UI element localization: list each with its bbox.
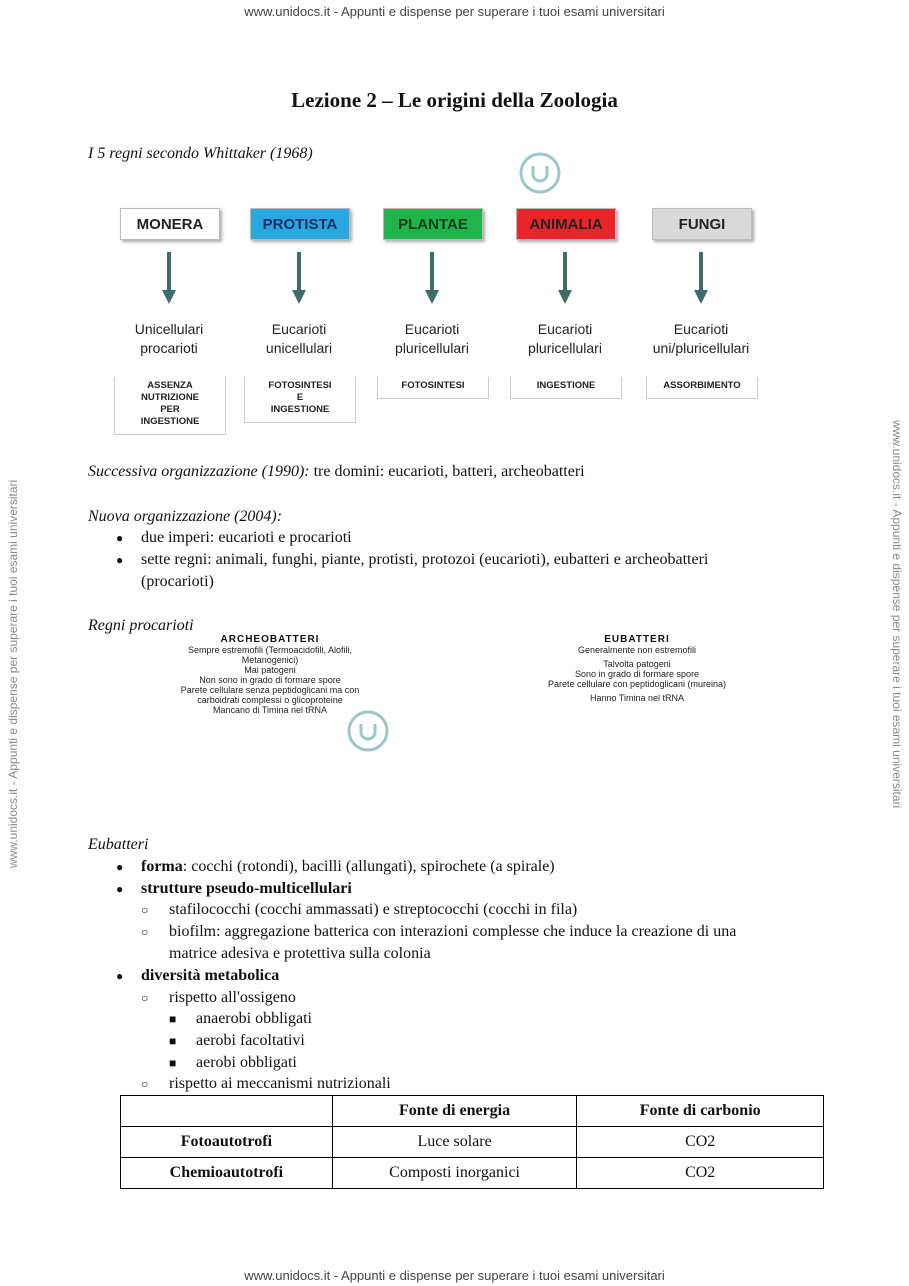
nutrition-line: PER: [160, 404, 180, 415]
nutrition-line: ASSENZA: [147, 380, 193, 391]
kingdom-desc-line: pluricellulari: [528, 340, 602, 356]
kingdom-desc-line: Eucarioti: [271, 321, 327, 337]
kingdom-desc-line: Eucarioti: [404, 321, 460, 337]
list-item: aerobi obbligati: [196, 1054, 297, 1071]
square-bullet-icon: ■: [169, 1034, 177, 1048]
list-item: strutture pseudo-multicellulari: [141, 880, 352, 897]
nutrition-line: E: [296, 392, 304, 403]
list-item: stafilococchi (cocchi ammassati) e streptococchi (cocchi in fila): [169, 901, 578, 918]
down-arrow-icon: [292, 252, 306, 304]
archeobacteria-block: [95, 634, 445, 715]
comparison-line: Sono in grado di formare spore: [574, 669, 700, 679]
kingdom-box: PROTISTA: [250, 208, 350, 240]
bullet-icon: ●: [116, 531, 124, 545]
down-arrow-icon: [558, 252, 572, 304]
kingdom-desc-line: Unicellulari: [134, 321, 204, 337]
bullet-icon: ●: [116, 553, 124, 567]
forma-text: : cocchi (rotondi), bacilli (allungati), spirochete (a spirale): [182, 858, 555, 875]
nutrition-line: NUTRIZIONE: [140, 392, 200, 403]
down-arrow-icon: [694, 252, 708, 304]
table-row: [121, 1158, 824, 1189]
circle-bullet-icon: ○: [141, 1077, 149, 1091]
comparison-line: Non sono in grado di formare spore: [199, 675, 341, 685]
successive-text: tre domini: eucarioti, batteri, archeobatteri: [309, 463, 585, 480]
kingdom-description: [490, 320, 640, 358]
nutrition-box: [244, 377, 356, 423]
comparison-line: Mai patogeni: [244, 665, 296, 675]
kingdom-desc-line: pluricellulari: [395, 340, 469, 356]
nutrition-line: FOTOSINTESI: [401, 380, 465, 391]
kingdom-box: ANIMALIA: [516, 208, 616, 240]
kingdom-desc-line: Eucarioti: [537, 321, 593, 337]
table-header-row: [121, 1096, 824, 1127]
down-arrow-icon: [425, 252, 439, 304]
nutrition-box: [377, 377, 489, 399]
comparison-line: Generalmente non estremofili: [577, 645, 697, 655]
page-title: Lezione 2 – Le origini della Zoologia: [291, 88, 618, 112]
nutrition-line: INGESTIONE: [536, 380, 596, 391]
list-item: biofilm: aggregazione batterica con interazioni complesse che induce la creazione di una: [169, 923, 737, 940]
successive-label: Successiva organizzazione (1990):: [88, 463, 310, 480]
successive-organization: [88, 461, 585, 483]
nutrition-box: [114, 377, 226, 435]
comparison-line: carboidrati complessi o glicoproteine: [197, 695, 343, 705]
eubacteria-heading: EUBATTERI: [604, 634, 670, 645]
table-cell: Fotoautotrofi: [121, 1127, 333, 1158]
forma-term: forma: [141, 858, 183, 875]
circle-bullet-icon: ○: [141, 925, 149, 939]
nutrition-table: [120, 1095, 824, 1189]
nutrition-line: ASSORBIMENTO: [663, 380, 741, 391]
kingdom-desc-line: unicellulari: [265, 340, 333, 356]
table-cell: Luce solare: [332, 1127, 577, 1158]
table-cell: CO2: [577, 1127, 824, 1158]
comparison-line: Hanno Timina nel tRNA: [589, 693, 685, 703]
kingdom-desc-line: uni/pluricellulari: [652, 340, 750, 356]
list-item: rispetto ai meccanismi nutrizionali: [169, 1075, 391, 1092]
square-bullet-icon: ■: [169, 1056, 177, 1070]
list-item: sette regni: animali, funghi, piante, protisti, protozoi (eucarioti), eubatteri e archeobatteri: [141, 551, 709, 568]
bullet-icon: ●: [116, 860, 124, 874]
comparison-line: Metanogenici): [241, 655, 299, 665]
nutrition-box: [646, 377, 758, 399]
table-row: [121, 1127, 824, 1158]
list-item: due imperi: eucarioti e procarioti: [141, 529, 352, 546]
bullet-icon: ●: [116, 969, 124, 983]
kingdom-desc-line: Eucarioti: [673, 321, 729, 337]
nutrition-line: INGESTIONE: [270, 404, 330, 415]
nutrition-line: INGESTIONE: [140, 416, 200, 427]
comparison-line: Parete cellulare con peptidoglicani (mureina): [547, 679, 727, 689]
kingdom-description: [94, 320, 244, 358]
list-item: rispetto all'ossigeno: [169, 989, 296, 1006]
list-item: [141, 856, 555, 878]
list-item: anaerobi obbligati: [196, 1010, 312, 1027]
list-item: diversità metabolica: [141, 967, 280, 984]
down-arrow-icon: [162, 252, 176, 304]
list-item-continuation: (procarioti): [141, 573, 214, 590]
list-item-continuation: matrice adesiva e protettiva sulla colonia: [169, 945, 431, 962]
comparison-line: Talvolta patogeni: [603, 659, 671, 669]
whittaker-heading: I 5 regni secondo Whittaker (1968): [88, 145, 313, 162]
kingdom-description: [357, 320, 507, 358]
kingdom-description: [224, 320, 374, 358]
circle-bullet-icon: ○: [141, 991, 149, 1005]
table-cell: CO2: [577, 1158, 824, 1189]
eubacteria-label: Eubatteri: [88, 836, 149, 853]
table-cell: Composti inorganici: [332, 1158, 577, 1189]
nutrition-line: FOTOSINTESI: [268, 380, 332, 391]
kingdom-box: PLANTAE: [383, 208, 483, 240]
table-cell: Chemioautotrofi: [121, 1158, 333, 1189]
watermark-top: www.unidocs.it - Appunti e dispense per superare i tuoi esami universitari: [244, 4, 665, 19]
watermark-bottom: www.unidocs.it - Appunti e dispense per superare i tuoi esami universitari: [244, 1268, 665, 1283]
kingdom-box: MONERA: [120, 208, 220, 240]
kingdom-desc-line: procarioti: [140, 340, 198, 356]
comparison-line: Mancano di Timina nel tRNA: [212, 705, 328, 715]
square-bullet-icon: ■: [169, 1012, 177, 1026]
watermark-left: www.unidocs.it - Appunti e dispense per superare i tuoi esami universitari: [6, 479, 20, 868]
unidocs-logo-icon: [517, 150, 563, 196]
circle-bullet-icon: ○: [141, 903, 149, 917]
list-item: aerobi facoltativi: [196, 1032, 305, 1049]
comparison-line: Sempre estremofili (Termoacidofili, Alofili,: [187, 645, 353, 655]
eubacteria-block: [462, 634, 812, 703]
bullet-icon: ●: [116, 882, 124, 896]
archeobacteria-heading: ARCHEOBATTERI: [220, 634, 320, 645]
nutrition-box: [510, 377, 622, 399]
watermark-right: www.unidocs.it - Appunti e dispense per superare i tuoi esami universitari: [890, 420, 904, 809]
comparison-line: Parete cellulare senza peptidoglicani ma con: [180, 685, 360, 695]
prokaryote-kingdoms-label: Regni procarioti: [88, 617, 194, 634]
new-organization-label: Nuova organizzazione (2004):: [88, 508, 283, 525]
kingdom-description: [626, 320, 776, 358]
table-header-cell: Fonte di energia: [332, 1096, 577, 1127]
kingdom-box: FUNGI: [652, 208, 752, 240]
table-header-cell: [121, 1096, 333, 1127]
table-header-cell: Fonte di carbonio: [577, 1096, 824, 1127]
